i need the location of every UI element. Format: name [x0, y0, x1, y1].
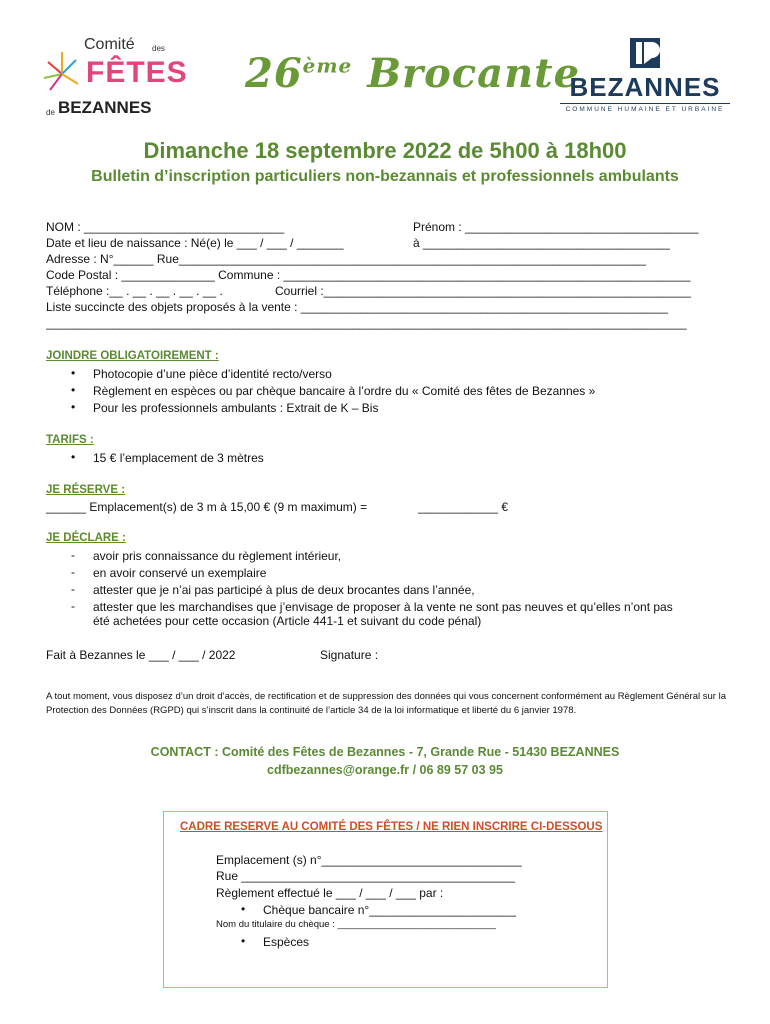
reglement-field[interactable]: Règlement effectué le ___ / ___ / ___ par : [216, 886, 444, 900]
reserve-heading: JE RÉSERVE : [46, 484, 126, 496]
tarifs-heading: TARIFS : [46, 434, 94, 446]
logo-des-text: des [152, 44, 165, 53]
telephone-field[interactable]: Téléphone :__ . __ . __ . __ . __ . [46, 284, 223, 298]
comite-des-fetes-logo [40, 34, 188, 124]
logo-comite-text: Comité [84, 36, 135, 53]
objets-field[interactable]: Liste succincte des objets proposés à la vente : _______________________________________________________ [46, 300, 668, 314]
brocante-sup: ème [302, 53, 353, 78]
logo-fetes-text: FÊTES [86, 56, 188, 89]
adresse-field[interactable]: Adresse : N°______ Rue______________________________________________________________________ [46, 252, 647, 266]
logo-bezannes-text: BEZANNES [58, 98, 152, 117]
page-subtitle: Bulletin d’inscription particuliers non-bezannais et professionnels ambulants [91, 168, 679, 185]
logo-de-text: de [46, 108, 55, 117]
courriel-field[interactable]: Courriel :_______________________________________________________ [275, 284, 691, 298]
fait-a-field[interactable]: Fait à Bezannes le ___ / ___ / 2022 [46, 648, 236, 662]
joindre-heading: JOINDRE OBLIGATOIREMENT : [46, 350, 219, 362]
tarifs-list [46, 451, 264, 468]
bezannes-tagline: COMMUNE HUMAINE ET URBAINE [560, 103, 730, 113]
titulaire-field[interactable]: Nom du titulaire du chèque : ______________________________ [216, 919, 496, 930]
brocante-word: Brocante [367, 50, 581, 97]
list-item: • Photocopie d’une pièce d’identité recto/verso [46, 367, 595, 384]
cheque-list [216, 903, 516, 920]
declare-continuation: été achetées pour cette occasion (Article 441-1 et suivant du code pénal) [93, 614, 482, 628]
bezannes-emblem-icon [628, 36, 662, 70]
reserve-amount[interactable]: ____________ € [418, 500, 509, 514]
joindre-list [46, 367, 595, 418]
bezannes-logo [560, 36, 730, 116]
lieu-naissance-field[interactable]: à _____________________________________ [413, 236, 670, 250]
list-item: • Règlement en espèces ou par chèque bancaire à l’ordre du « Comité des fêtes de Bezannes » [46, 384, 595, 401]
signature-field[interactable]: Signature : [320, 648, 379, 662]
list-item: - attester que je n’ai pas participé à plus de deux brocantes dans l’année, [46, 583, 673, 600]
declare-heading: JE DÉCLARE : [46, 532, 126, 544]
list-item: - attester que les marchandises que j’envisage de proposer à la vente ne sont pas neuves et qu’elles n’ont pas [46, 600, 673, 617]
nom-field[interactable]: NOM : ______________________________ [46, 220, 285, 234]
naissance-field[interactable]: Date et lieu de naissance : Né(e) le ___ / ___ / _______ [46, 236, 344, 250]
list-item: • Pour les professionnels ambulants : Extrait de K – Bis [46, 401, 595, 418]
contact-email-phone: cdfbezannes@orange.fr / 06 89 57 03 95 [267, 763, 503, 777]
declare-list [46, 549, 673, 617]
prenom-field[interactable]: Prénom : ___________________________________ [413, 220, 699, 234]
cheque-field[interactable]: • Chèque bancaire n°______________________ [216, 903, 516, 920]
emplacement-field[interactable]: Emplacement (s) n°______________________________ [216, 853, 522, 867]
list-item: - en avoir conservé un exemplaire [46, 566, 673, 583]
bezannes-name: BEZANNES [569, 72, 721, 102]
page-title: Dimanche 18 septembre 2022 de 5h00 à 18h00 [143, 138, 627, 163]
reserve-line[interactable]: ______ Emplacement(s) de 3 m à 15,00 € (9 m maximum) = [46, 500, 368, 514]
brocante-logo [245, 50, 581, 110]
rgpd-notice: A tout moment, vous disposez d’un droit d’accès, de rectification et de suppression des données qui vous concernent conformément au Règlement Général sur la Protection des Données (RGPD) qui s’inscrit dans la continuité de l’article 34 de la loi informatique et liberté du 6 janvier 1978. [46, 691, 726, 716]
brocante-number: 26 [245, 50, 303, 97]
code-postal-field[interactable]: Code Postal : ______________ Commune : _____________________________________________________________ [46, 268, 691, 282]
objets-field-continued[interactable]: ________________________________________________________________________________________________ [46, 316, 687, 330]
contact-line: CONTACT : Comité des Fêtes de Bezannes - 7, Grande Rue - 51430 BEZANNES [150, 745, 620, 759]
rue-field[interactable]: Rue _________________________________________ [216, 869, 515, 883]
reserved-box [163, 811, 608, 988]
reserved-box-title: CADRE RESERVE AU COMITÉ DES FÊTES / NE RIEN INSCRIRE CI-DESSOUS [180, 821, 603, 833]
list-item: - avoir pris connaissance du règlement intérieur, [46, 549, 673, 566]
list-item: • 15 € l’emplacement de 3 mètres [46, 451, 264, 468]
especes-field[interactable]: • Espèces [216, 935, 309, 952]
especes-list [216, 935, 309, 952]
